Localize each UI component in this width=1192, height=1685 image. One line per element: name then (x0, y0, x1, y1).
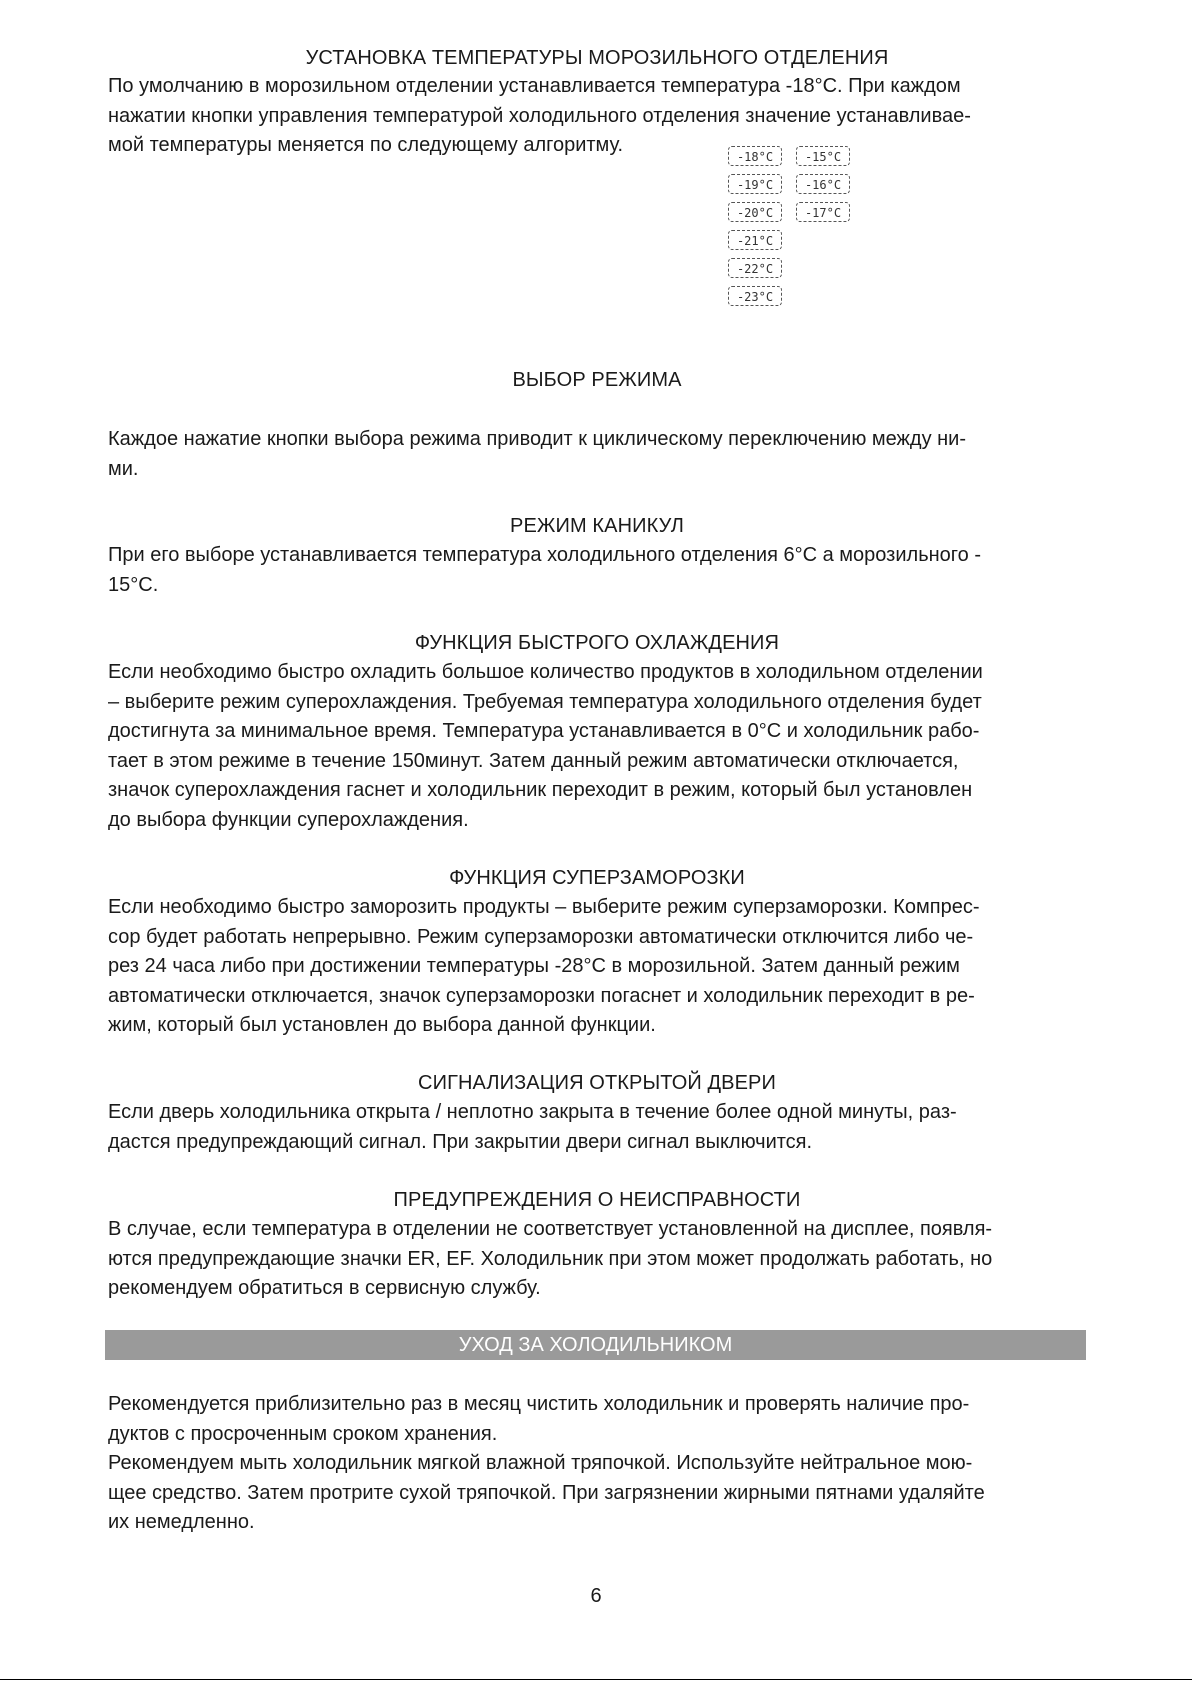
heading-super-freeze: ФУНКЦИЯ СУПЕРЗАМОРОЗКИ (449, 867, 745, 889)
heading-malfunction-warnings: ПРЕДУПРЕЖДЕНИЯ О НЕИСПРАВНОСТИ (393, 1189, 801, 1211)
text-line: По умолчанию в морозильном отделении устанавливается температура -18°С. При каждом (108, 75, 961, 97)
text-line: Если дверь холодильника открыта / неплотно закрыта в течение более одной минуты, раз- (108, 1101, 957, 1123)
text-line: жим, который был установлен до выбора данной функции. (108, 1014, 656, 1036)
text-line: автоматически отключается, значок суперзаморозки погаснет и холодильник переходит в ре- (108, 984, 975, 1007)
heading-vacation-mode: РЕЖИМ КАНИКУЛ (510, 515, 684, 537)
text-line: Рекомендуем мыть холодильник мягкой влажной тряпочкой. Используйте нейтральное мою- (108, 1452, 973, 1474)
temp-display-box: -22°С (728, 258, 782, 278)
temperature-sequence-diagram (728, 146, 858, 316)
text-line: Каждое нажатие кнопки выбора режима приводит к циклическому переключению между ни- (108, 428, 967, 450)
text-line: нажатии кнопки управления температурой холодильного отделения значение устанавливае- (108, 104, 971, 127)
text-line: – выберите режим суперохлаждения. Требуемая температура холодильного отделения будет (108, 690, 982, 713)
text-line: рекомендуем обратиться в сервисную службу. (108, 1277, 541, 1299)
text-line: Если необходимо быстро заморозить продукты – выберите режим суперзаморозки. Компрес- (108, 896, 980, 918)
temp-display-box: -18°С (728, 146, 782, 166)
paragraph-super-freeze (108, 893, 1093, 1041)
paragraph-open-door-alarm (108, 1098, 1093, 1157)
temp-display-box: -19°С (728, 174, 782, 194)
paragraph-care (108, 1390, 1093, 1538)
text-line: рез 24 часа либо при достижении температуры -28°С в морозильной. Затем данный режим (108, 955, 960, 977)
paragraph-mode-selection (108, 425, 1093, 484)
temp-display-box: -16°С (796, 174, 850, 194)
text-line: до выбора функции суперохлаждения. (108, 808, 469, 831)
text-line: их немедленно. (108, 1511, 255, 1533)
temp-display-box: -21°С (728, 230, 782, 250)
paragraph-malfunction-warnings (108, 1215, 1093, 1304)
paragraph-fast-cooling (108, 658, 1093, 835)
paragraph-freezer-temperature (108, 72, 1093, 161)
heading-open-door-alarm: СИГНАЛИЗАЦИЯ ОТКРЫТОЙ ДВЕРИ (418, 1072, 776, 1094)
paragraph-vacation-mode (108, 541, 1093, 600)
temp-display-box: -20°С (728, 202, 782, 222)
text-line: 15°С. (108, 573, 159, 596)
text-line: достигнута за минимальное время. Температура устанавливается в 0°С и холодильник рабо- (108, 720, 980, 742)
text-line: тает в этом режиме в течение 150минут. Затем данный режим автоматически отключается, (108, 749, 959, 772)
text-line: ми. (108, 457, 139, 480)
temp-display-box: -23°С (728, 286, 782, 306)
text-line: значок суперохлаждения гаснет и холодильник переходит в режим, который был установлен (108, 779, 973, 801)
heading-freezer-temperature: УСТАНОВКА ТЕМПЕРАТУРЫ МОРОЗИЛЬНОГО ОТДЕЛЕНИЯ (305, 47, 889, 69)
text-line: При его выборе устанавливается температура холодильного отделения 6°С а морозильного - (108, 544, 981, 566)
section-banner-care: УХОД ЗА ХОЛОДИЛЬНИКОМ (105, 1330, 1086, 1360)
text-line: дуктов с просроченным сроком хранения. (108, 1422, 498, 1445)
heading-mode-selection: ВЫБОР РЕЖИМА (512, 369, 682, 391)
text-line: дастся предупреждающий сигнал. При закрытии двери сигнал выключится. (108, 1130, 813, 1153)
text-line: В случае, если температура в отделении не соответствует установленной на дисплее, появля- (108, 1218, 993, 1240)
text-line: мой температуры меняется по следующему алгоритму. (108, 134, 624, 156)
temp-display-box: -15°С (796, 146, 850, 166)
heading-fast-cooling: ФУНКЦИЯ БЫСТРОГО ОХЛАЖДЕНИЯ (414, 632, 780, 654)
text-line: сор будет работать непрерывно. Режим суперзаморозки автоматически отключится либо че- (108, 925, 974, 948)
temp-display-box: -17°С (796, 202, 850, 222)
text-line: ются предупреждающие значки ER, EF. Холодильник при этом может продолжать работать, но (108, 1247, 993, 1270)
page-number: 6 (590, 1585, 602, 1607)
bottom-rule (0, 1679, 1192, 1680)
text-line: Рекомендуется приблизительно раз в месяц чистить холодильник и проверять наличие про- (108, 1393, 970, 1415)
text-line: Если необходимо быстро охладить большое количество продуктов в холодильном отделении (108, 661, 983, 683)
text-line: щее средство. Затем протрите сухой тряпочкой. При загрязнении жирными пятнами удаляйте (108, 1481, 985, 1504)
